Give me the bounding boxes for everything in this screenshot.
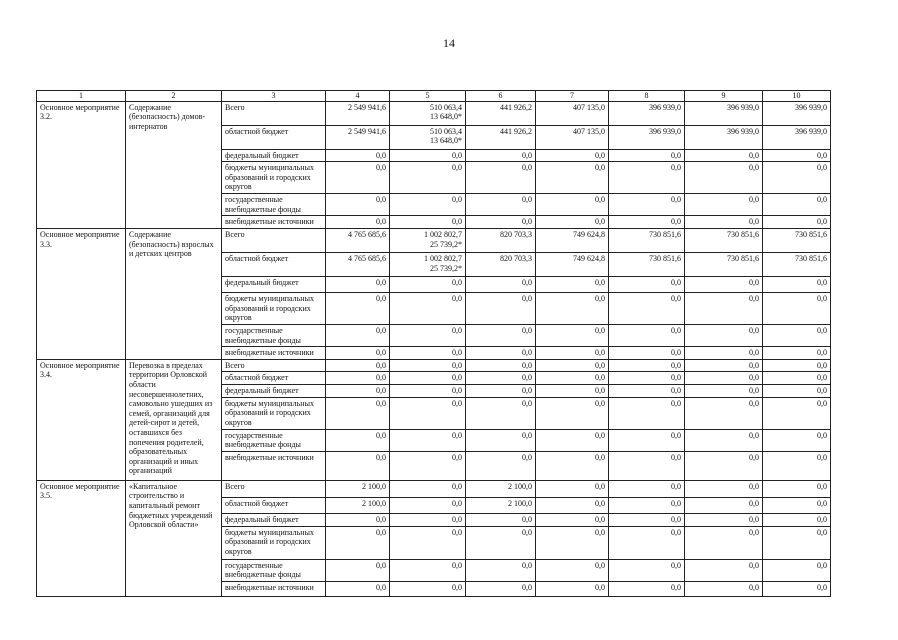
header-col-9: 9 — [685, 91, 763, 102]
value-cell-4: 0,0 — [326, 397, 390, 429]
funding-source-cell: федеральный бюджет — [222, 149, 326, 162]
value-cell-7: 0,0 — [536, 347, 609, 360]
value-cell-10: 0,0 — [763, 581, 831, 596]
value-cell-5 — [390, 513, 466, 526]
header-col-2: 2 — [126, 91, 222, 102]
value-cell-10: 0,0 — [763, 513, 831, 526]
value-cell-4: 4 765 685,6 — [326, 252, 390, 276]
value-cell-8: 0,0 — [609, 526, 685, 559]
value-cell-9: 0,0 — [685, 397, 763, 429]
value-cell-8: 0,0 — [609, 347, 685, 360]
value-cell-5 — [390, 194, 466, 216]
value-cell-4: 0,0 — [326, 559, 390, 581]
value-cell-10: 0,0 — [763, 497, 831, 513]
value-cell-5 — [390, 480, 466, 497]
value-main: 0,0 — [452, 277, 462, 287]
funding-source-cell: Всего — [222, 228, 326, 252]
funding-source-cell: областной бюджет — [222, 497, 326, 513]
value-cell-7: 0,0 — [536, 162, 609, 194]
value-cell-8: 0,0 — [609, 162, 685, 194]
value-cell-4: 0,0 — [326, 359, 390, 372]
value-main: 0,0 — [452, 163, 462, 173]
value-main: 0,0 — [452, 452, 462, 462]
value-cell-8: 0,0 — [609, 372, 685, 385]
value-cell-6: 0,0 — [466, 216, 536, 229]
value-main: 0,0 — [452, 217, 462, 227]
funding-source-cell: государственные внебюджетные фонды — [222, 194, 326, 216]
value-cell-9: 396 939,0 — [685, 125, 763, 149]
measure-cell: Основное мероприятие 3.2. — [37, 101, 126, 228]
funding-source-cell: внебюджетные источники — [222, 451, 326, 480]
value-footnote: 13 648,0* — [430, 136, 462, 146]
value-cell-8: 0,0 — [609, 581, 685, 596]
value-cell-4: 0,0 — [326, 162, 390, 194]
value-cell-4: 0,0 — [326, 526, 390, 559]
value-cell-5 — [390, 228, 466, 252]
funding-source-cell: бюджеты муниципальных образований и городских округов — [222, 162, 326, 194]
value-cell-4: 0,0 — [326, 276, 390, 292]
funding-source-cell: внебюджетные источники — [222, 581, 326, 596]
value-cell-9: 730 851,6 — [685, 252, 763, 276]
value-cell-9: 0,0 — [685, 497, 763, 513]
value-cell-8: 396 939,0 — [609, 101, 685, 125]
value-main: 0,0 — [452, 498, 462, 508]
value-footnote: 25 739,2* — [430, 239, 462, 249]
value-cell-8: 0,0 — [609, 292, 685, 324]
value-cell-6: 0,0 — [466, 513, 536, 526]
value-cell-8: 0,0 — [609, 194, 685, 216]
funding-source-cell: государственные внебюджетные фонды — [222, 429, 326, 451]
value-cell-7: 0,0 — [536, 429, 609, 451]
value-footnote: 13 648,0* — [430, 112, 462, 122]
value-main: 0,0 — [452, 150, 462, 160]
funding-source-cell: Всего — [222, 359, 326, 372]
value-cell-7: 0,0 — [536, 451, 609, 480]
funding-source-cell: областной бюджет — [222, 125, 326, 149]
value-cell-9: 0,0 — [685, 581, 763, 596]
value-cell-7: 749 624,8 — [536, 252, 609, 276]
value-cell-8: 0,0 — [609, 216, 685, 229]
value-cell-9: 0,0 — [685, 292, 763, 324]
value-cell-4: 0,0 — [326, 372, 390, 385]
funding-source-cell: федеральный бюджет — [222, 513, 326, 526]
value-cell-8: 0,0 — [609, 324, 685, 346]
value-cell-5 — [390, 497, 466, 513]
value-cell-4: 4 765 685,6 — [326, 228, 390, 252]
value-cell-9: 0,0 — [685, 359, 763, 372]
value-cell-10: 396 939,0 — [763, 125, 831, 149]
value-cell-5 — [390, 372, 466, 385]
value-cell-5 — [390, 429, 466, 451]
value-cell-9: 0,0 — [685, 429, 763, 451]
header-col-1: 1 — [37, 91, 126, 102]
value-cell-9: 0,0 — [685, 162, 763, 194]
value-cell-4: 2 100,0 — [326, 480, 390, 497]
value-cell-4: 0,0 — [326, 429, 390, 451]
table-row — [37, 101, 831, 125]
measure-name-cell: Содержание (безопасность) домов-интернатов — [126, 101, 222, 228]
value-cell-10: 730 851,6 — [763, 228, 831, 252]
value-cell-9: 0,0 — [685, 324, 763, 346]
header-col-5: 5 — [390, 91, 466, 102]
value-cell-6: 0,0 — [466, 194, 536, 216]
value-main: 0,0 — [452, 514, 462, 524]
funding-source-cell: областной бюджет — [222, 252, 326, 276]
value-cell-7: 0,0 — [536, 292, 609, 324]
value-cell-9: 730 851,6 — [685, 228, 763, 252]
value-main: 0,0 — [452, 360, 462, 370]
value-cell-6: 0,0 — [466, 292, 536, 324]
measure-cell: Основное мероприятие 3.5. — [37, 480, 126, 596]
value-cell-10: 396 939,0 — [763, 101, 831, 125]
value-cell-4: 0,0 — [326, 581, 390, 596]
value-cell-7: 0,0 — [536, 526, 609, 559]
funding-source-cell: бюджеты муниципальных образований и городских округов — [222, 526, 326, 559]
value-cell-6: 0,0 — [466, 324, 536, 346]
table-row — [37, 359, 831, 372]
value-cell-9: 396 939,0 — [685, 101, 763, 125]
value-cell-6: 0,0 — [466, 581, 536, 596]
value-cell-8: 0,0 — [609, 429, 685, 451]
header-col-10: 10 — [763, 91, 831, 102]
value-cell-7: 0,0 — [536, 276, 609, 292]
value-cell-10: 0,0 — [763, 194, 831, 216]
value-cell-7: 0,0 — [536, 372, 609, 385]
value-cell-5 — [390, 216, 466, 229]
value-cell-5 — [390, 125, 466, 149]
value-cell-5 — [390, 526, 466, 559]
value-cell-5 — [390, 581, 466, 596]
value-main: 0,0 — [452, 430, 462, 440]
funding-source-cell: внебюджетные источники — [222, 347, 326, 360]
value-main: 0,0 — [452, 560, 462, 570]
value-cell-9: 0,0 — [685, 384, 763, 397]
value-cell-4: 0,0 — [326, 513, 390, 526]
value-cell-8: 0,0 — [609, 513, 685, 526]
value-cell-9: 0,0 — [685, 149, 763, 162]
value-cell-5 — [390, 162, 466, 194]
value-cell-6: 2 100,0 — [466, 480, 536, 497]
value-cell-4: 0,0 — [326, 216, 390, 229]
value-main: 0,0 — [452, 293, 462, 303]
value-cell-6: 2 100,0 — [466, 497, 536, 513]
value-cell-7: 749 624,8 — [536, 228, 609, 252]
value-cell-6: 0,0 — [466, 559, 536, 581]
value-main: 510 063,4 — [430, 126, 462, 136]
value-cell-10: 0,0 — [763, 526, 831, 559]
value-cell-7: 0,0 — [536, 559, 609, 581]
value-cell-6: 0,0 — [466, 526, 536, 559]
value-cell-7: 0,0 — [536, 513, 609, 526]
value-cell-9: 0,0 — [685, 480, 763, 497]
value-cell-7: 0,0 — [536, 384, 609, 397]
header-col-7: 7 — [536, 91, 609, 102]
value-cell-6: 0,0 — [466, 397, 536, 429]
value-cell-6: 441 926,2 — [466, 101, 536, 125]
value-main: 0,0 — [452, 325, 462, 335]
value-cell-7: 407 135,0 — [536, 125, 609, 149]
value-cell-7: 0,0 — [536, 194, 609, 216]
value-cell-5 — [390, 359, 466, 372]
value-cell-5 — [390, 149, 466, 162]
budget-table — [36, 90, 831, 597]
value-main: 0,0 — [452, 373, 462, 383]
header-col-4: 4 — [326, 91, 390, 102]
value-main: 1 002 802,7 — [424, 229, 462, 239]
value-cell-4: 0,0 — [326, 149, 390, 162]
header-col-3: 3 — [222, 91, 326, 102]
value-cell-9: 0,0 — [685, 559, 763, 581]
value-cell-4: 0,0 — [326, 384, 390, 397]
value-cell-6: 0,0 — [466, 372, 536, 385]
value-cell-4: 2 549 941,6 — [326, 101, 390, 125]
value-main: 0,0 — [452, 527, 462, 537]
value-cell-7: 0,0 — [536, 497, 609, 513]
value-cell-10: 0,0 — [763, 451, 831, 480]
value-cell-7: 0,0 — [536, 359, 609, 372]
value-cell-6: 0,0 — [466, 451, 536, 480]
measure-name-cell: «Капитальное строительство и капитальный ремонт бюджетных учреждений Орловской области» — [126, 480, 222, 596]
value-cell-10: 0,0 — [763, 292, 831, 324]
value-cell-7: 0,0 — [536, 324, 609, 346]
funding-source-cell: федеральный бюджет — [222, 276, 326, 292]
value-cell-10: 0,0 — [763, 162, 831, 194]
value-cell-8: 0,0 — [609, 276, 685, 292]
value-cell-9: 0,0 — [685, 526, 763, 559]
value-cell-9: 0,0 — [685, 451, 763, 480]
value-cell-10: 0,0 — [763, 429, 831, 451]
value-cell-5 — [390, 252, 466, 276]
value-cell-6: 0,0 — [466, 359, 536, 372]
value-cell-9: 0,0 — [685, 216, 763, 229]
value-cell-8: 0,0 — [609, 497, 685, 513]
value-cell-8: 0,0 — [609, 149, 685, 162]
value-cell-9: 0,0 — [685, 372, 763, 385]
value-cell-10: 0,0 — [763, 276, 831, 292]
value-cell-10: 0,0 — [763, 384, 831, 397]
table-row — [37, 228, 831, 252]
funding-source-cell: государственные внебюджетные фонды — [222, 324, 326, 346]
measure-cell: Основное мероприятие 3.3. — [37, 228, 126, 359]
value-main: 0,0 — [452, 582, 462, 592]
value-main: 1 002 802,7 — [424, 253, 462, 263]
value-cell-5 — [390, 276, 466, 292]
value-cell-4: 0,0 — [326, 451, 390, 480]
funding-source-cell: государственные внебюджетные фонды — [222, 559, 326, 581]
value-cell-4: 0,0 — [326, 347, 390, 360]
value-cell-8: 0,0 — [609, 559, 685, 581]
value-cell-4: 2 100,0 — [326, 497, 390, 513]
header-col-6: 6 — [466, 91, 536, 102]
funding-source-cell: Всего — [222, 480, 326, 497]
value-cell-8: 730 851,6 — [609, 252, 685, 276]
measure-cell: Основное мероприятие 3.4. — [37, 359, 126, 480]
value-cell-10: 730 851,6 — [763, 252, 831, 276]
table-row — [37, 480, 831, 497]
value-cell-7: 0,0 — [536, 149, 609, 162]
value-cell-6: 0,0 — [466, 384, 536, 397]
value-cell-7: 407 135,0 — [536, 101, 609, 125]
funding-source-cell: внебюджетные источники — [222, 216, 326, 229]
value-cell-9: 0,0 — [685, 276, 763, 292]
value-cell-8: 396 939,0 — [609, 125, 685, 149]
value-main: 0,0 — [452, 385, 462, 395]
funding-source-cell: федеральный бюджет — [222, 384, 326, 397]
page-number: 14 — [443, 36, 455, 50]
value-cell-6: 820 703,3 — [466, 228, 536, 252]
table-body — [37, 101, 831, 596]
value-cell-8: 0,0 — [609, 451, 685, 480]
value-cell-7: 0,0 — [536, 480, 609, 497]
value-cell-8: 730 851,6 — [609, 228, 685, 252]
value-cell-10: 0,0 — [763, 359, 831, 372]
value-cell-8: 0,0 — [609, 384, 685, 397]
value-cell-5 — [390, 397, 466, 429]
value-cell-4: 0,0 — [326, 194, 390, 216]
value-cell-5 — [390, 292, 466, 324]
measure-name-cell: Перевозка в пределах территории Орловской области несовершеннолетних, самовольно ушедших из семей, организаций для детей-сирот и детей, оставшихся без попечения родителей, образовательных организаций и иных организаций — [126, 359, 222, 480]
value-footnote: 25 739,2* — [430, 263, 462, 273]
value-cell-9: 0,0 — [685, 194, 763, 216]
value-cell-4: 2 549 941,6 — [326, 125, 390, 149]
value-cell-7: 0,0 — [536, 397, 609, 429]
value-cell-8: 0,0 — [609, 397, 685, 429]
value-cell-10: 0,0 — [763, 324, 831, 346]
value-cell-5 — [390, 451, 466, 480]
value-cell-6: 0,0 — [466, 347, 536, 360]
value-cell-10: 0,0 — [763, 347, 831, 360]
value-cell-7: 0,0 — [536, 216, 609, 229]
measure-name-cell: Содержание (безопасность) взрослых и детских центров — [126, 228, 222, 359]
value-cell-10: 0,0 — [763, 559, 831, 581]
value-cell-10: 0,0 — [763, 372, 831, 385]
value-cell-6: 0,0 — [466, 276, 536, 292]
value-main: 510 063,4 — [430, 102, 462, 112]
value-cell-6: 441 926,2 — [466, 125, 536, 149]
value-cell-5 — [390, 559, 466, 581]
value-cell-4: 0,0 — [326, 324, 390, 346]
funding-source-cell: бюджеты муниципальных образований и городских округов — [222, 397, 326, 429]
value-cell-9: 0,0 — [685, 513, 763, 526]
value-cell-4: 0,0 — [326, 292, 390, 324]
funding-source-cell: Всего — [222, 101, 326, 125]
value-cell-5 — [390, 324, 466, 346]
header-row — [37, 91, 831, 102]
value-cell-10: 0,0 — [763, 216, 831, 229]
value-cell-5 — [390, 101, 466, 125]
value-cell-10: 0,0 — [763, 149, 831, 162]
value-cell-8: 0,0 — [609, 359, 685, 372]
value-cell-5 — [390, 384, 466, 397]
value-cell-10: 0,0 — [763, 480, 831, 497]
value-cell-6: 0,0 — [466, 149, 536, 162]
value-main: 0,0 — [452, 481, 462, 491]
value-cell-6: 820 703,3 — [466, 252, 536, 276]
value-cell-9: 0,0 — [685, 347, 763, 360]
header-col-8: 8 — [609, 91, 685, 102]
funding-source-cell: бюджеты муниципальных образований и городских округов — [222, 292, 326, 324]
value-cell-7: 0,0 — [536, 581, 609, 596]
value-cell-8: 0,0 — [609, 480, 685, 497]
value-main: 0,0 — [452, 195, 462, 205]
value-cell-6: 0,0 — [466, 429, 536, 451]
funding-source-cell: областной бюджет — [222, 372, 326, 385]
value-main: 0,0 — [452, 398, 462, 408]
value-cell-6: 0,0 — [466, 162, 536, 194]
value-main: 0,0 — [452, 348, 462, 358]
value-cell-5 — [390, 347, 466, 360]
value-cell-10: 0,0 — [763, 397, 831, 429]
